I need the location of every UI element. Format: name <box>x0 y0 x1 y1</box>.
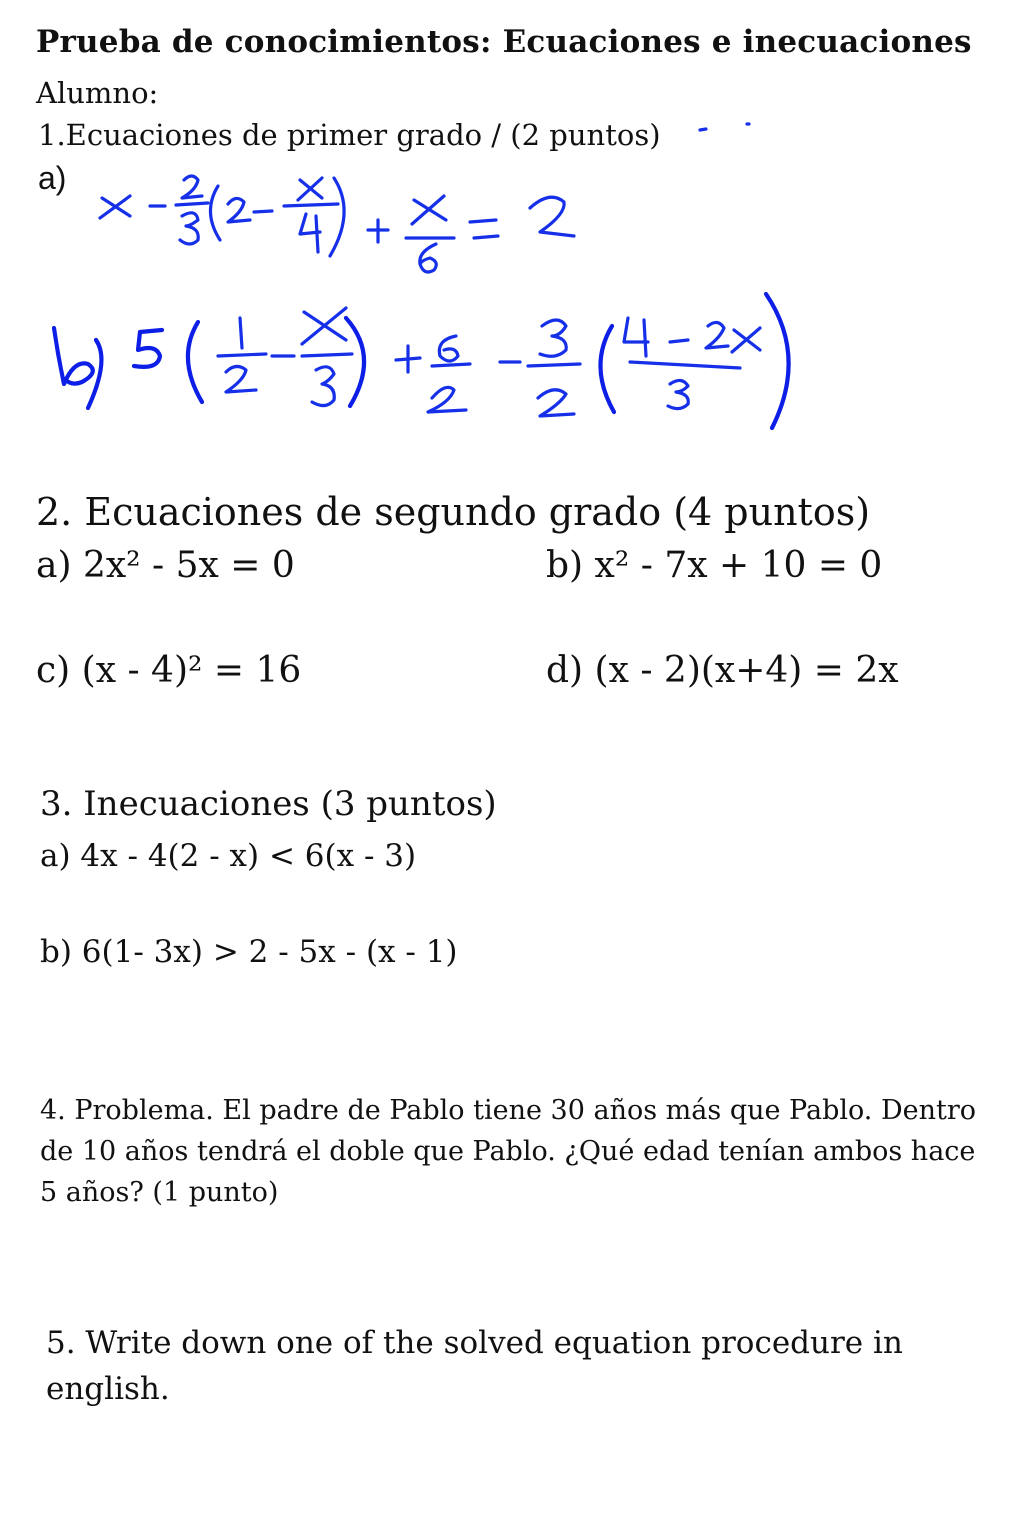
section2-heading: 2. Ecuaciones de segundo grado (4 puntos) <box>36 490 871 534</box>
section5-task: 5. Write down one of the solved equation procedure in english. <box>46 1325 903 1407</box>
handwritten-equation-a <box>100 176 574 272</box>
pen-mark <box>700 129 706 130</box>
handwritten-equation-b <box>54 294 789 428</box>
page-title: Prueba de conocimientos: Ecuaciones e inecuaciones <box>36 24 972 60</box>
handwritten-equations <box>0 0 1024 460</box>
section3-item-b: b) 6(1- 3x) > 2 - 5x - (x - 1) <box>40 934 458 970</box>
section2-item-c: c) (x - 4)² = 16 <box>36 650 302 691</box>
section3-heading: 3. Inecuaciones (3 puntos) <box>40 784 497 824</box>
section4-problem: 4. Problema. El padre de Pablo tiene 30 años más que Pablo. Dentro de 10 años tendrá el doble que Pablo. ¿Qué edad tenían ambos hace 5 años? (1 punto) <box>40 1095 976 1208</box>
student-label: Alumno: <box>36 76 159 110</box>
section2-item-d: d) (x - 2)(x+4) = 2x <box>546 650 899 691</box>
section1-item-a-label: a) <box>38 160 67 196</box>
section3-item-a: a) 4x - 4(2 - x) < 6(x - 3) <box>40 838 417 874</box>
section1-heading: 1.Ecuaciones de primer grado / (2 puntos) <box>38 118 661 152</box>
section2-item-a: a) 2x² - 5x = 0 <box>36 545 295 586</box>
section2-item-b: b) x² - 7x + 10 = 0 <box>546 545 883 586</box>
